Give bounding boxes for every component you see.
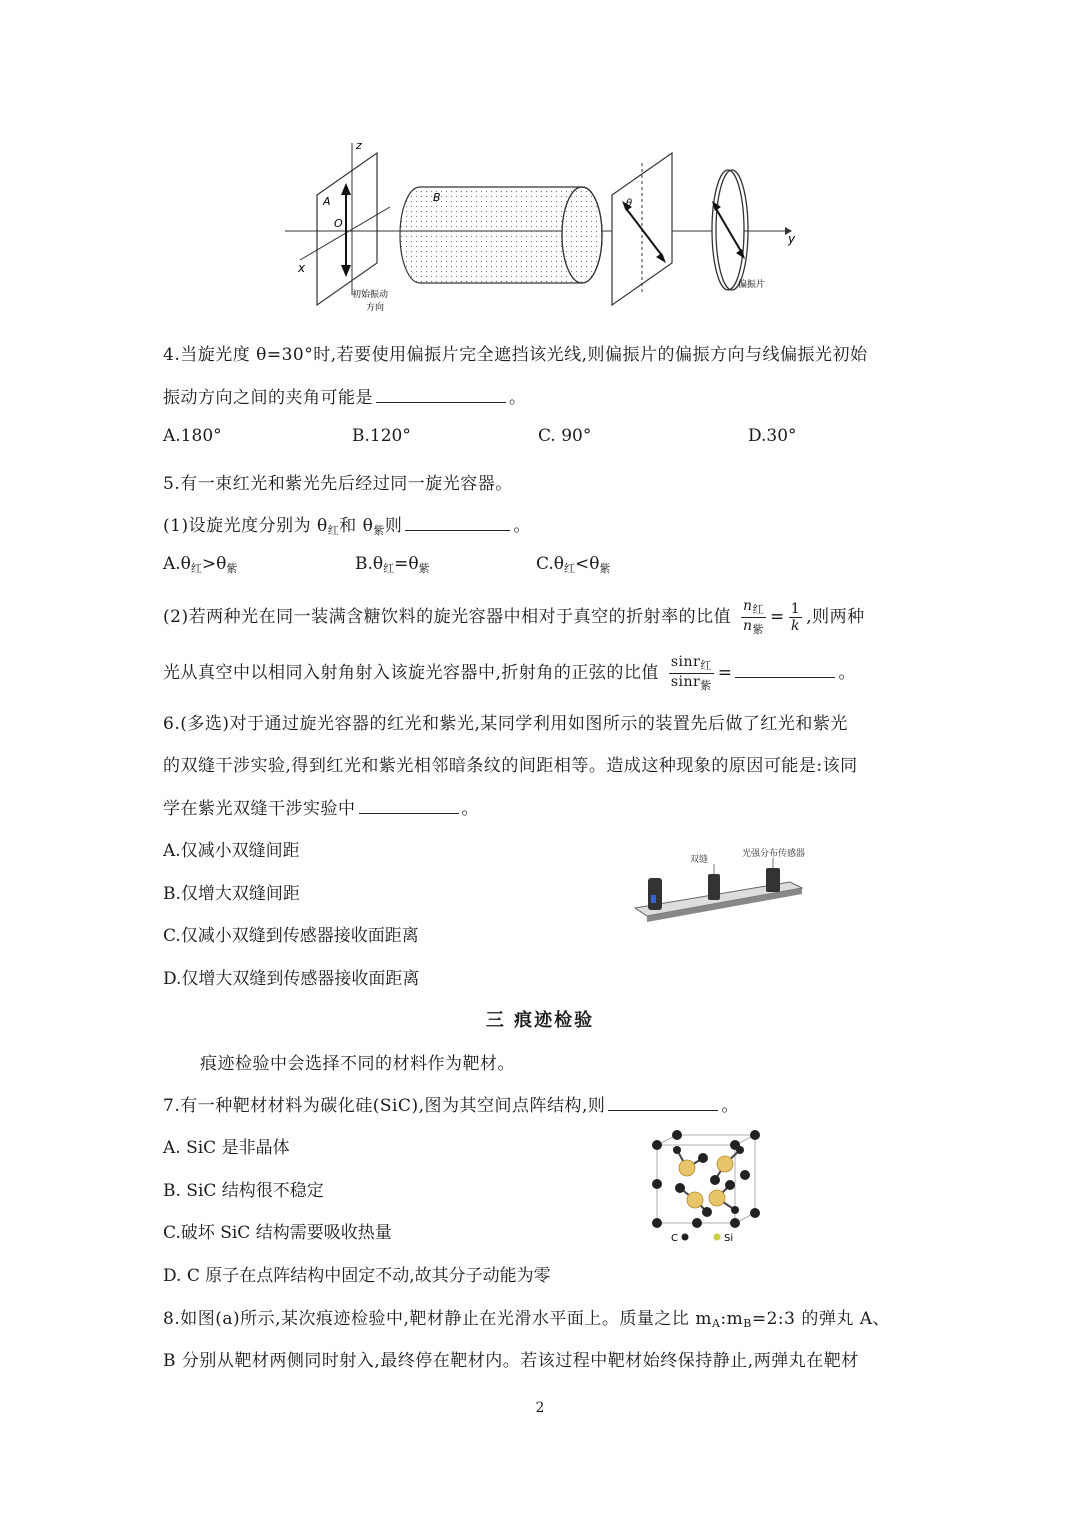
q7-answer-blank[interactable] xyxy=(608,1109,718,1111)
q4-option-b: B.120° xyxy=(352,426,411,446)
q5-option-c: $C.\theta_红<\theta_紫$ xyxy=(536,554,611,575)
q5-part1 xyxy=(163,511,531,538)
q4-answer-blank[interactable] xyxy=(376,401,506,403)
polarizer-caption: 偏振片 xyxy=(738,280,766,290)
q5-p1-text-c: 则 xyxy=(384,516,403,536)
q4-line-1: 4.当旋光度 θ=30°时,若要使用偏振片完全遮挡该光线,则偏振片的偏振方向与线偏振光初始 xyxy=(163,345,868,365)
q4-option-d: D.30° xyxy=(748,426,797,446)
q6-line-1: 6.(多选)对于通过旋光容器的红光和紫光,某同学利用如图所示的装置先后做了红光和紫光 xyxy=(163,714,848,734)
q5-p2-text: (2)若两种光在同一装满含糖饮料的旋光容器中相对于真空的折射率的比值 xyxy=(163,607,732,627)
q5-p1-sub-violet: 紫 xyxy=(373,524,385,537)
q5-p2-end: 。 xyxy=(838,663,856,683)
refractive-index-ratio: $\frac{n_红}{n_紫}$ xyxy=(743,598,765,636)
q5-p1-answer-blank[interactable] xyxy=(405,529,510,531)
q7-option-d: D. C 原子在点阵结构中固定不动,故其分子动能为零 xyxy=(163,1266,551,1286)
q6-end: 。 xyxy=(461,799,479,819)
slit-label: 双缝 xyxy=(690,855,709,865)
q5-option-b: $B.\theta_红=\theta_紫$ xyxy=(355,554,430,575)
q6-answer-blank[interactable] xyxy=(359,812,459,814)
q7-option-a: A. SiC 是非晶体 xyxy=(163,1138,290,1158)
q5-p1-text-b: 和 θ xyxy=(339,516,374,536)
z-label: z xyxy=(356,139,362,152)
q4-option-a: A.180° xyxy=(163,426,222,446)
q8-line-2: B 分别从靶材两侧同时射入,最终停在靶材内。若该过程中靶材始终保持静止,两弹丸在靶材 xyxy=(163,1351,859,1371)
theta-label: θ xyxy=(626,198,633,209)
q7-option-c: C.破坏 SiC 结构需要吸收热量 xyxy=(163,1223,392,1243)
x-label: x xyxy=(298,261,306,275)
q5-p1-sub-red: 红 xyxy=(327,524,340,537)
q6-option-c: C.仅减小双缝到传感器接收面距离 xyxy=(163,926,419,946)
q4-line-2 xyxy=(163,383,527,408)
q5-p1-end: 。 xyxy=(513,516,531,536)
q5-part2-line2: 光从真空中以相同入射角射入该旋光容器中,折射角的正弦的比值 $\frac{\sin r_红}{\sin r_紫}$ = 。 xyxy=(163,654,856,692)
q5-stem: 5.有一束红光和紫光先后经过同一旋光容器。 xyxy=(163,474,513,494)
q5-p2-answer-blank[interactable] xyxy=(735,676,835,678)
double-slit-apparatus-figure xyxy=(630,840,810,925)
q5-p1-text: (1)设旋光度分别为 θ xyxy=(163,516,328,536)
q8-line-1: 8.如图(a)所示,某次痕迹检验中,靶材静止在光滑水平面上。质量之比 $m_A:m_B=2:3$ 的弹丸 A、 xyxy=(163,1309,891,1330)
q5-p2-text-b: ,则两种 xyxy=(806,607,865,627)
one-over-k: $\frac{1}{k}$ xyxy=(790,601,801,634)
q5-part2-line1: (2)若两种光在同一装满含糖饮料的旋光容器中相对于真空的折射率的比值 $\frac{n_红}{n_紫}$ = $\frac{1}{k}$ ,则两种 xyxy=(163,598,865,636)
sic-lattice-figure xyxy=(645,1130,765,1245)
q6-line-2: 的双缝干涉实验,得到红光和紫光相邻暗条纹的间距相等。造成这种现象的原因可能是:该同 xyxy=(163,756,858,776)
page-number: 2 xyxy=(535,1400,545,1416)
o-label: O xyxy=(334,217,343,230)
q4-option-c: C. 90° xyxy=(538,426,592,446)
optical-rotation-figure xyxy=(280,135,800,325)
q4-end: 。 xyxy=(509,388,527,408)
q7-stem xyxy=(163,1091,739,1116)
legend-si-label: Si xyxy=(724,1233,734,1244)
initial-direction-caption: 初始振动 xyxy=(352,290,389,300)
q7-text: 7.有一种靶材材料为碳化硅(SiC),图为其空间点阵结构,则 xyxy=(163,1096,606,1116)
initial-direction-caption-2: 方向 xyxy=(366,303,385,313)
sensor-label: 光强分布传感器 xyxy=(742,849,806,859)
q5-option-a: $A.\theta_红>\theta_紫$ xyxy=(163,554,238,575)
q6-text: 学在紫光双缝干涉实验中 xyxy=(163,799,356,819)
section-3-title: 三 痕迹检验 xyxy=(485,1010,595,1031)
q6-option-d: D.仅增大双缝到传感器接收面距离 xyxy=(163,969,420,989)
legend-c-label: C xyxy=(671,1233,678,1244)
section-3-intro: 痕迹检验中会选择不同的材料作为靶材。 xyxy=(200,1054,515,1074)
a-label: A xyxy=(323,195,331,208)
sine-ratio: $\frac{\sin r_红}{\sin r_紫}$ xyxy=(670,654,712,692)
y-label: y xyxy=(788,232,796,246)
q7-end: 。 xyxy=(721,1096,739,1116)
q6-option-b: B.仅增大双缝间距 xyxy=(163,884,300,904)
q7-option-b: B. SiC 结构很不稳定 xyxy=(163,1181,324,1201)
q6-option-a: A.仅减小双缝间距 xyxy=(163,841,300,861)
q4-text: 振动方向之间的夹角可能是 xyxy=(163,388,373,408)
b-label: B xyxy=(433,191,441,204)
q6-line-3 xyxy=(163,794,479,819)
q5-p2-text-c: 光从真空中以相同入射角射入该旋光容器中,折射角的正弦的比值 xyxy=(163,663,659,683)
